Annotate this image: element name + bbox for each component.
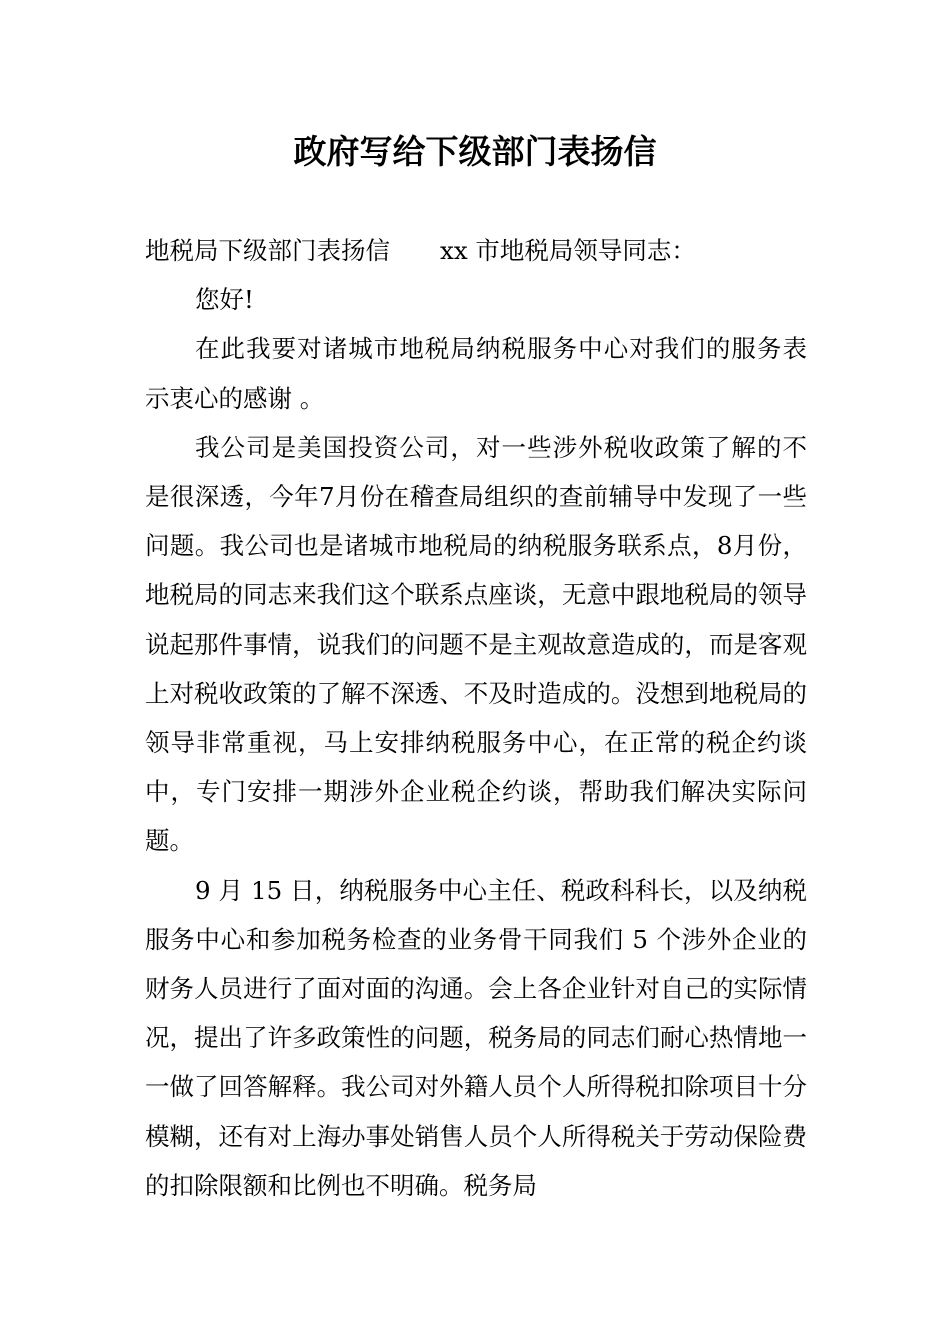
letter-heading-line <box>145 226 807 275</box>
paragraph-3: 9 月 15 日，纳税服务中心主任、税政科科长，以及纳税服务中心和参加税务检查的业务骨干同我们 5 个涉外企业的财务人员进行了面对面的沟通。会上各企业针对自己的实际情况，提出了许多政策性的问题，税务局的同志们耐心热情地一一做了回答解释。我公司对外籍人员个人所得税扣除项目十分模糊，还有对上海办事处销售人员个人所得税关于劳动保险费的扣除限额和比例也不明确。税务局 <box>145 875 807 1200</box>
document-title: 政府写给下级部门表扬信 <box>293 132 657 171</box>
letter-greeting: 您好! <box>195 285 254 315</box>
paragraph-2: 我公司是美国投资公司，对一些涉外税收政策了解的不是很深透，今年7月份在稽查局组织的查前辅导中发现了一些问题。我公司也是诸城市地税局的纳税服务联系点，8月份，地税局的同志来我们这个联系点座谈，无意中跟地税局的领导说起那件事情，说我们的问题不是主观故意造成的，而是客观上对税收政策的了解不深透、不及时造成的。没想到地税局的领导非常重视，马上安排纳税服务中心，在正常的税企约谈中，专门安排一期涉外企业税企约谈，帮助我们解决实际问题。 <box>145 432 807 856</box>
letter-body <box>145 226 807 1210</box>
letter-recipient: xx 市地税局领导同志： <box>440 236 696 265</box>
letter-heading: 地税局下级部门表扬信 <box>145 236 390 265</box>
paragraph-1: 在此我要对诸城市地税局纳税服务中心对我们的服务表示衷心的感谢 。 <box>145 334 807 413</box>
